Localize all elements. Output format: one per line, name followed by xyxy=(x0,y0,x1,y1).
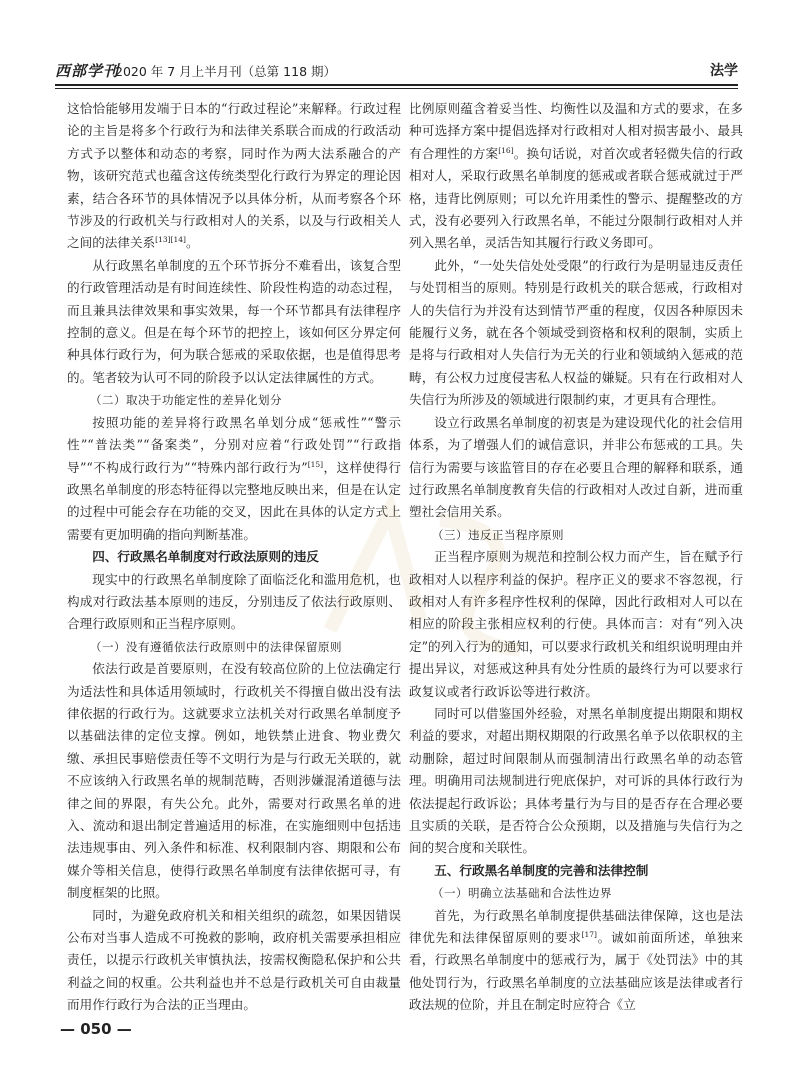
left-column xyxy=(67,98,401,1018)
paragraph: 按照功能的差异将行政黑名单划分成“惩戒性”“警示性”“普法类”“备案类”，分别对应着“行政处罚”“行政指导”“不构成行政行为”“特殊内部行政行为”[15]，这样使得行政黑名单制度的形态特征得以完整地反映出来，但是在认定的过程中可能会存在功能的交叉，因此在具体的认定方式上需要有更加明确的指向判断基准。 xyxy=(67,414,401,542)
page-number: — 050 — xyxy=(60,1020,132,1038)
paragraph: 此外，“一处失信处处受限”的行政行为是明显违反责任与处罚相当的原则。特别是行政机关的联合惩戒，行政相对人的失信行为并没有达到情节严重的程度，仅因各种原因未能履行义务，就在各个领域受到资格和权利的限制，实质上是将与行政相对人失信行为无关的行业和领域纳入惩戒的范畴，有公权力过度侵害私人权益的嫌疑。只有在行政相对人失信行为所涉及的领域进行限制约束，才更具有合理性。 xyxy=(409,257,743,408)
paragraph: 依法行政是首要原则，在没有较高位阶的上位法确定行为适法性和具体适用领域时，行政机关不得擅自做出没有法律依据的行政行为。这就要求立法机关对行政黑名单制度予以基础法律的定位支撑。例如，地铁禁止进食、物业费欠缴、承担民事赔偿责任等不文明行为是与行政无关联的，就不应该纳入行政黑名单的规制范畴，否则涉嫌混淆道德与法律之间的界限，有失公允。此外，需要对行政黑名单的进入、流动和退出制定普遍适用的标准，在实施细则中包括违法违规事由、列入条件和标准、权利限制内容、期限和公布媒介等相关信息，使得行政黑名单制度有法律依据可寻，有制度框架的比照。 xyxy=(67,661,401,901)
paragraph: 设立行政黑名单制度的初衷是为建设现代化的社会信用体系，为了增强人们的诚信意识，并非公布惩戒的工具。失信行为需要与该监管目的存在必要且合理的解释和联系，通过行政黑名单制度教育失信的行政相对人改过自新，进而重塑社会信用关系。 xyxy=(409,414,743,520)
paragraph: 这恰恰能够用发端于日本的“行政过程论”来解释。行政过程论的主旨是将多个行政行为和法律关系联合而成的行政活动方式予以整体和动态的考察，同时作为两大法系融合的产物，该研究范式也蕴含这传统类型化行政行为界定的理论因素，结合各环节的具体情况予以具体分析，从而考察各个环节涉及的行政机关与行政相对人的关系，以及与行政相关人之间的法律关系[13][14]。 xyxy=(67,101,401,251)
section-label: 法学 xyxy=(710,63,738,79)
paragraph: 比例原则蕴含着妥当性、均衡性以及温和方式的要求，在多种可选择方案中提倡选择对行政相对人相对损害最小、最具有合理性的方案[16]。换句话说，对首次或者轻微失信的行政相对人，采取行政黑名单制度的惩戒或者联合惩戒就过于严格，违背比例原则；可以允许用柔性的警示、提醒整改的方式，没有必要列入行政黑名单，不能过分限制行政相对人并列入黑名单，灵活告知其履行行政义务即可。 xyxy=(409,101,743,251)
header-rule-thin xyxy=(55,88,738,89)
paragraph: 同时可以借鉴国外经验，对黑名单制度提出期限和期权利益的要求，对超出期权期限的行政黑名单予以依职权的主动删除，超过时间限制从而强制清出行政黑名单的动态管理。明确用司法规制进行兜底保护，对可诉的具体行政行为依法提起行政诉讼；具体考量行为与目的是否存在合理必要且实质的关联，是否符合公众预期，以及措施与失信行为之间的契合度和关联性。 xyxy=(409,705,743,856)
paragraph: 正当程序原则为规范和控制公权力而产生，旨在赋予行政相对人以程序利益的保护。程序正义的要求不容忽视，行政相对人有许多程序性权利的保障，因此行政相对人可以在相应的阶段主张相应权利的行使。具体而言：对有“列入决定”的列入行为的通知，可以要求行政机关和组织说明理由并提出异议，对惩戒这种具有处分性质的最终行为可以要求行政复议或者行政诉讼等进行救济。 xyxy=(409,549,743,699)
paragraph: 现实中的行政黑名单制度除了面临泛化和滥用危机，也构成对行政法基本原则的违反，分别违反了依法行政原则、合理行政原则和正当程序原则。 xyxy=(67,571,401,632)
subsection-heading xyxy=(67,1017,401,1018)
running-header xyxy=(55,60,738,82)
subsection-heading: （三）违反正当程序原则 xyxy=(432,527,564,542)
section-heading: 五、行政黑名单制度的完善和法律控制 xyxy=(434,862,649,878)
header-rule xyxy=(55,84,738,86)
subsection-heading: （一）没有遵循依法行政原则中的法律保留原则 xyxy=(90,639,342,654)
subsection-heading: （二）取决于功能定性的差异化划分 xyxy=(90,393,282,408)
paragraph: 首先，为行政黑名单制度提供基础法律保障，这也是法律优先和法律保留原则的要求[17]。诚如前面所述，单独来看，行政黑名单制度中的惩戒行为，属于《处罚法》中的其他处罚行为，行政黑名单制度的立法基础应该是法律或者行政法规的位阶，并且在制定时应符合《立 xyxy=(409,907,743,1013)
journal-logo: 西部学刊 xyxy=(55,62,120,80)
paragraph: 同时，为避免政府机关和相关组织的疏忽，如果因错误公布对当事人造成不可挽救的影响，政府机关需要承担相应责任，以提示行政机关审慎执法，按需权衡隐私保护和公共利益之间的权重。公共利益也并不总是行政机关可自由裁量而用作行政行为合法的正当理由。 xyxy=(67,907,401,1013)
paragraph: 从行政黑名单制度的五个环节拆分不难看出，该复合型的行政管理活动是有时间连续性、阶段性构造的动态过程，而且兼具法律效果和事实效果，每一个环节都具有法律程序控制的意义。但是在每个环节的把控上，该如何区分界定何种具体行政行为，何为联合惩戒的采取依据，也是值得思考的。笔者较为认可不同的阶段予以认定法律属性的方式。 xyxy=(67,257,401,385)
right-column xyxy=(409,98,743,1018)
issue-info: 2020 年 7 月上半月刊（总第 118 期） xyxy=(115,64,336,79)
section-heading: 四、行政黑名单制度对行政法原则的违反 xyxy=(92,549,319,565)
subsection-heading: （一）明确立法基础和合法性边界 xyxy=(432,886,612,901)
